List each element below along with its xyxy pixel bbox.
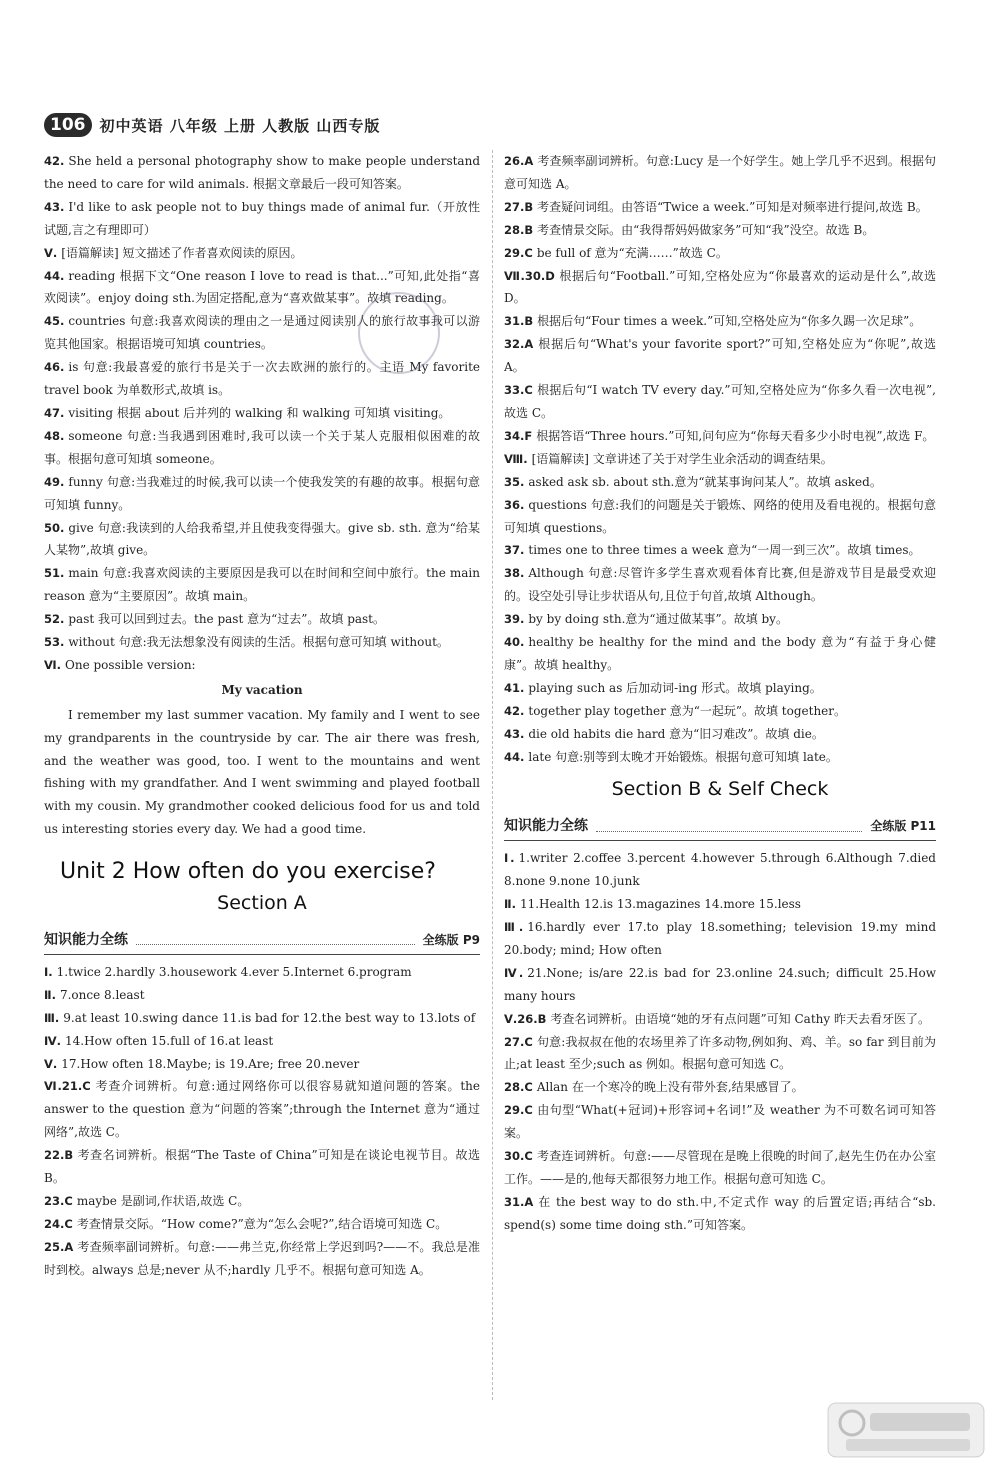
item-text: 根据后句“Four times a week.”可知,空格处应为“你多久踢一次足球”。 (537, 314, 922, 329)
section-a-title: Section A (217, 892, 307, 915)
item-text: die old habits die hard 意为“旧习难改”。故填 die。 (528, 726, 824, 741)
answer-item (504, 893, 936, 916)
item-text: late 句意:别等到太晚才开始锻炼。根据句意可知填 late。 (528, 749, 838, 764)
answer-item (44, 654, 480, 677)
item-text: 14.How often 15.full of 16.at least (65, 1033, 274, 1048)
answer-item (44, 196, 480, 242)
item-number: Ⅳ. (504, 965, 524, 980)
answer-item (504, 379, 936, 425)
item-text: countries 句意:我喜欢阅读的理由之一是通过阅读别人的旅行故事我可以游览其他国家。根据语境可知填 countries。 (44, 314, 480, 352)
item-text: be full of 意为“充满……”故选 C。 (536, 245, 728, 260)
item-text: 11.Health 12.is 13.magazines 14.more 15.less (519, 897, 801, 912)
item-number: 24.C (44, 1216, 73, 1231)
answer-item (44, 1213, 480, 1236)
answer-item (44, 402, 480, 425)
item-text: 根据后句“What's your favorite sport?”可知,空格处应为“你呢”,故选 A。 (504, 337, 936, 375)
answer-item (44, 1144, 480, 1190)
item-number: 34.F (504, 428, 533, 443)
item-text: questions 句意:我们的问题是关于锻炼、网络的使用及看电视的。根据句意可知填 questions。 (504, 497, 936, 535)
item-text: 考查情景交际。由“我得帮妈妈做家务”可知“我”没空。故选 B。 (537, 222, 875, 237)
answer-item (44, 631, 480, 654)
item-text: 考查疑问词组。由答语“Twice a week.”可知是对频率进行提问,故选 B。 (537, 199, 928, 214)
answer-item (44, 471, 480, 517)
item-text: 句意:我叔叔在他的农场里养了许多动物,例如狗、鸡、羊。so far 到目前为止;at least 至少;such as 例如。根据句意可知选 C。 (504, 1034, 936, 1072)
item-number: Ⅵ. (44, 657, 62, 672)
section-bar-a (44, 929, 480, 955)
item-text: 考查介词辨析。句意:通过网络你可以很容易就知道问题的答案。the answer to the question 意为“问题的答案”;through the Internet 意为“通过网络”,故选 C。 (44, 1079, 481, 1140)
item-number: 31.A (504, 1194, 534, 1209)
item-text: 16.hardly ever 17.to play 18.something; television 19.my mind 20.body; mind; How often (504, 920, 936, 957)
item-number: 43. (44, 199, 65, 214)
answer-item (44, 425, 480, 471)
answer-item (504, 562, 936, 608)
bar-dots (596, 822, 862, 832)
right-answers-part1 (504, 150, 936, 768)
item-text: asked ask sb. about sth.意为“就某事询问某人”。故填 asked。 (528, 474, 882, 489)
site-logo (826, 1401, 986, 1459)
item-text: 1.twice 2.hardly 3.housework 4.ever 5.Internet 6.program (56, 964, 412, 979)
bar-dots (136, 935, 415, 945)
item-text: 17.How often 18.Maybe; is 19.Are; free 20.never (61, 1056, 360, 1071)
answer-item (504, 700, 936, 723)
answer-item (44, 608, 480, 631)
essay-title: My vacation (221, 682, 303, 697)
answer-item (504, 1008, 936, 1031)
item-text: 考查情景交际。“How come?”意为“怎么会呢?”,结合语境可知选 C。 (76, 1216, 448, 1231)
item-number: Ⅰ. (44, 964, 53, 979)
page-header (44, 110, 380, 140)
answer-item (504, 242, 936, 265)
answer-item (504, 1099, 936, 1145)
item-number: 27.B (504, 199, 534, 214)
item-number: 51. (44, 566, 65, 581)
item-number: 39. (504, 612, 525, 627)
item-number: Ⅱ. (44, 987, 56, 1002)
item-text: 根据后句“Football.”可知,空格处应为“你最喜欢的运动是什么”,故选 D。 (504, 268, 936, 306)
answer-item (504, 333, 936, 379)
item-text: main 句意:我喜欢阅读的主要原因是我可以在时间和空间中旅行。the main reason 意为“主要原因”。故填 main。 (44, 566, 480, 604)
item-number: 30.C (504, 1149, 533, 1164)
answer-item (504, 1191, 936, 1237)
item-text: 21.None; is/are 22.is bad for 23.online 24.such; difficult 25.How many hours (504, 965, 936, 1003)
item-text: is 句意:我最喜爱的旅行书是关于一次去欧洲的旅行的。主语 My favorite travel book 为单数形式,故填 is。 (44, 360, 480, 398)
item-text: maybe 是副词,作状语,故选 C。 (76, 1193, 250, 1208)
item-number: 46. (44, 360, 65, 375)
item-number: 36. (504, 497, 525, 512)
answer-item (504, 847, 936, 893)
right-answers-part2 (504, 847, 936, 1236)
item-text: I'd like to ask people not to buy things made of animal fur.（开放性试题,言之有理即可） (44, 199, 480, 237)
item-number: 44. (44, 268, 65, 283)
answer-item (504, 608, 936, 631)
item-text: 考查名词辨析。由语境“她的牙有点问题”可知 Cathy 昨天去看牙医了。 (550, 1011, 930, 1026)
item-number: Ⅱ. (504, 897, 516, 912)
answer-item (44, 150, 480, 196)
item-text: 根据后句“I watch TV every day.”可知,空格处应为“你多久看一次电视”,故选 C。 (504, 383, 936, 420)
page-number: 106 (44, 113, 92, 137)
answer-item (504, 494, 936, 540)
item-text: 7.once 8.least (59, 987, 145, 1002)
item-text: times one to three times a week 意为“一周一到三次”。故填 times。 (528, 543, 921, 558)
answer-item (504, 1145, 936, 1191)
answer-item (44, 1190, 480, 1213)
item-text: 1.writer 2.coffee 3.percent 4.however 5.through 6.Although 7.died 8.none 9.none 10.junk (504, 851, 936, 889)
left-answers-part2 (44, 961, 480, 1282)
answer-item (44, 961, 480, 984)
item-text: without 句意:我无法想象没有阅读的生活。根据句意可知填 without。 (68, 635, 449, 650)
right-column (504, 150, 936, 1237)
item-text: Allan 在一个寒冷的晚上没有带外套,结果感冒了。 (536, 1080, 804, 1095)
section-b-title: Section B & Self Check (611, 778, 829, 801)
left-answers-part1 (44, 150, 480, 677)
item-number: 41. (504, 680, 525, 695)
item-number: 48. (44, 428, 65, 443)
answer-item (504, 310, 936, 333)
item-text: 9.at least 10.swing dance 11.is bad for 12.the best way to 13.lots of (63, 1010, 476, 1025)
item-text: 考查频率副词辨析。句意:Lucy 是一个好学生。她上学几乎不迟到。根据句意可知选 A。 (504, 154, 936, 191)
item-number: 42. (504, 703, 525, 718)
item-number: 27.C (504, 1034, 533, 1049)
item-number: Ⅶ.30.D (504, 268, 555, 283)
answer-item (504, 677, 936, 700)
answer-item (44, 1007, 480, 1030)
answer-item (504, 723, 936, 746)
item-text: by by doing sth.意为“通过做某事”。故填 by。 (528, 612, 788, 627)
answer-item (504, 1076, 936, 1099)
item-text: One possible version: (65, 657, 196, 672)
answer-item (504, 916, 936, 962)
item-text: 由句型“What(+冠词)+形容词+名词!”及 weather 为不可数名词可知答案。 (504, 1103, 936, 1141)
item-text: Although 句意:尽管许多学生喜欢观看体育比赛,但是游戏节目是最受欢迎的。设空处引导让步状语从句,且位于句首,故填 Although。 (504, 566, 936, 604)
answer-item (44, 1030, 480, 1053)
answer-item (504, 631, 936, 677)
item-text: 在 the best way to do sth.中,不定式作 way 的后置定语;再结合“sb. spend(s) some time doing sth.”可知答案。 (504, 1194, 936, 1232)
column-divider (492, 150, 493, 1400)
answer-item (44, 242, 480, 265)
item-number: 22.B (44, 1148, 74, 1163)
answer-item (44, 984, 480, 1007)
item-number: 23.C (44, 1193, 73, 1208)
item-number: Ⅴ. (44, 245, 58, 260)
answer-item (504, 1031, 936, 1077)
answer-item (44, 562, 480, 608)
answer-item (44, 1075, 480, 1144)
item-number: 33.C (504, 383, 533, 398)
stamp-seal (358, 292, 440, 374)
answer-item (504, 265, 936, 311)
item-text: together play together 意为“一起玩”。故填 together。 (528, 703, 847, 718)
bar-ref-b: 全练版 P11 (870, 819, 936, 834)
answer-item (504, 150, 936, 196)
item-number: Ⅰ. (504, 851, 515, 866)
item-text: visiting 根据 about 后并列的 walking 和 walking 可知填 visiting。 (68, 405, 451, 420)
item-number: 50. (44, 520, 65, 535)
item-text: 考查频率副词辨析。句意:——弗兰克,你经常上学迟到吗?——不。我总是准时到校。always 总是;never 从不;hardly 几乎不。根据句意可知选 A。 (44, 1239, 480, 1277)
answer-item (44, 1053, 480, 1076)
answer-item (504, 962, 936, 1008)
item-text: 考查名词辨析。根据“The Taste of China”可知是在谈论电视节目。故选 B。 (44, 1148, 480, 1186)
bar-title-a: 知识能力全练 (44, 932, 128, 948)
item-number: 29.C (504, 245, 533, 260)
answer-item (504, 196, 936, 219)
item-number: Ⅲ. (504, 920, 524, 934)
item-number: 44. (504, 749, 525, 764)
item-text: past 我可以回到过去。the past 意为“过去”。故填 past。 (68, 612, 386, 627)
item-number: 31.B (504, 314, 534, 329)
item-number: 26.A (504, 154, 534, 168)
answer-item (44, 1236, 480, 1282)
item-text: 根据答语“Three hours.”可知,问句应为“你每天看多少小时电视”,故选 F。 (536, 428, 935, 443)
item-number: 28.B (504, 222, 534, 237)
bar-title-b: 知识能力全练 (504, 818, 588, 835)
answer-item (44, 517, 480, 563)
answer-item (504, 219, 936, 242)
item-number: 29.C (504, 1103, 533, 1118)
item-text: someone 句意:当我遇到困难时,我可以读一个关于某人克服相似困难的故事。根据句意可知填 someone。 (44, 428, 480, 466)
answer-item (504, 448, 936, 471)
item-text: [语篇解读] 短文描述了作者喜欢阅读的原因。 (61, 245, 303, 260)
item-text: give 句意:我读到的人给我希望,并且使我变得强大。give sb. sth. 意为“给某人某物”,故填 give。 (44, 520, 480, 558)
item-number: 38. (504, 566, 525, 581)
answer-item (504, 539, 936, 562)
item-text: reading 根据下文“One reason I love to read is that...”可知,此处指“喜欢阅读”。enjoy doing sth.为固定搭配,意为“喜欢做某事”。故填 reading。 (44, 268, 480, 306)
item-text: healthy be healthy for the mind and the body 意为“有益于身心健康”。故填 healthy。 (504, 635, 936, 672)
item-text: She held a personal photography show to make people understand the need to care for wild animals. 根据文章最后一段可知答案。 (44, 154, 480, 191)
item-number: 37. (504, 543, 525, 558)
section-bar-b (504, 815, 936, 841)
essay-text: I remember my last summer vacation. My family and I went to see my grandparents in the countryside by car. The air there was fresh, and the weather was good, too. I went to the mountains and went fishing with my grandfather. And I went swimming and played football with my cousin. My grandmother cooked delicious food for us and told us interesting stories every day. We had a good time. (44, 707, 480, 837)
item-number: 40. (504, 635, 525, 650)
item-number: Ⅳ. (44, 1033, 62, 1048)
item-number: 52. (44, 612, 65, 627)
item-text: funny 句意:当我难过的时候,我可以读一个使我发笑的有趣的故事。根据句意可知填 funny。 (44, 474, 480, 512)
item-number: Ⅴ. (44, 1056, 58, 1071)
item-number: Ⅷ. (504, 451, 528, 466)
item-number: 43. (504, 726, 525, 741)
item-number: 25.A (44, 1239, 74, 1254)
item-number: Ⅴ.26.B (504, 1011, 547, 1026)
unit-title: Unit 2 How often do you exercise? (60, 859, 436, 885)
page-title: 初中英语 八年级 上册 人教版 山西专版 (99, 116, 381, 135)
item-number: 32.A (504, 337, 534, 352)
item-number: 42. (44, 154, 65, 168)
item-text: 考查连词辨析。句意:——尽管现在是晚上很晚的时间了,赵先生仍在办公室工作。——是的,他每天都很努力地工作。根据句意可知选 C。 (504, 1149, 936, 1186)
item-number: Ⅲ. (44, 1010, 60, 1025)
item-number: 45. (44, 314, 65, 329)
item-text: [语篇解读] 文章讲述了关于对学生业余活动的调查结果。 (531, 451, 833, 466)
item-number: Ⅵ.21.C (44, 1079, 91, 1094)
item-text: playing such as 后加动词-ing 形式。故填 playing。 (528, 680, 822, 695)
item-number: 35. (504, 474, 525, 489)
bar-ref-a: 全练版 P9 (422, 933, 480, 947)
item-number: 49. (44, 474, 65, 489)
item-number: 53. (44, 635, 65, 650)
answer-item (504, 746, 936, 769)
item-number: 28.C (504, 1080, 533, 1095)
answer-item (504, 425, 936, 448)
item-number: 47. (44, 405, 65, 420)
answer-item (504, 471, 936, 494)
